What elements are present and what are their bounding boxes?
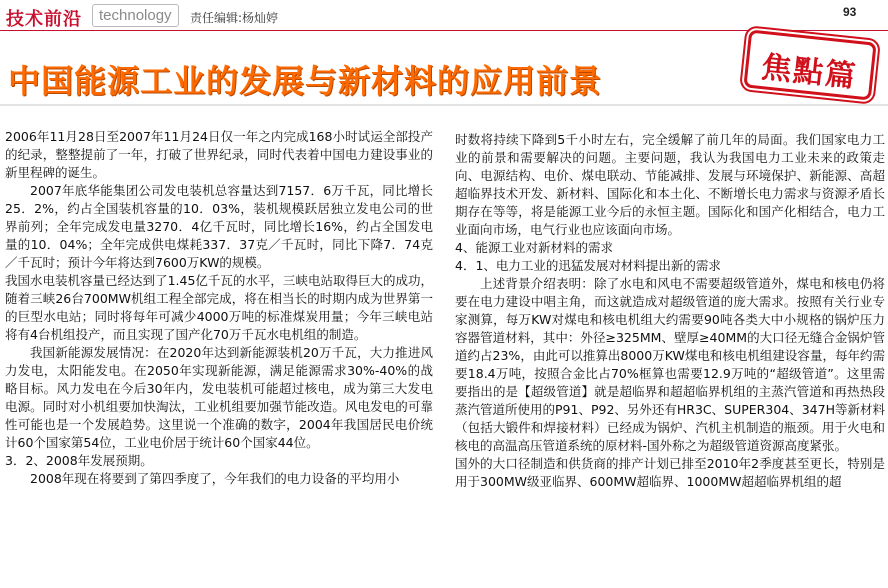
focus-stamp: [743, 29, 876, 100]
paragraph: 2008年现在将要到了第四季度了，今年我们的电力设备的平均用小: [30, 471, 400, 486]
article-right-column: [455, 131, 885, 588]
paragraph: 2006年11月28日至2007年11月24日仅一年之内完成168小时试运全部投产的纪录，整整提前了一年，打破了世界纪录，同时代表着中国电力建设事业的新里程碑的诞生。: [5, 129, 433, 180]
page-number: 93: [843, 5, 857, 19]
section-heading: 3．2、2008年发展预期。: [5, 453, 153, 468]
section-english-label: technology: [92, 4, 179, 27]
paragraph: 国外的大口径制造和供货商的排产计划已排至2010年2季度甚至更长，特别是用于300MW级亚临界、600MW超临界、1000MW超超临界机组的超: [455, 456, 885, 489]
headline-divider: [0, 104, 888, 106]
editor-credit: 责任编辑:杨灿婷: [190, 11, 279, 25]
stamp-label: 焦點篇: [759, 50, 859, 95]
subsection-heading: 4．1、电力工业的迅猛发展对材料提出新的需求: [455, 258, 721, 273]
section-title: 技术前沿: [6, 9, 82, 30]
paragraph: 时数将持续下降到5千小时左右，完全缓解了前几年的局面。我们国家电力工业的前景和需要解决的问题。主要问题，我认为我国电力工业未来的政策走向、电源结构、电价、煤电联动、节能减排、发展与环境保护、新能源、高超超临界技术开发、新材料、国际化和本土化、不断增长电力需求与资源矛盾长期存在等等，将是能源工业今后的永恒主题。国际化和国产化相结合，电力工业面向市场，电气行业也应该面向市场。: [455, 132, 885, 237]
page-header: [0, 0, 888, 34]
article-headline: 中国能源工业的发展与新材料的应用前景: [8, 62, 603, 100]
paragraph: 我国新能源发展情况：在2020年达到新能源装机20万千瓦，大力推进风力发电，太阳能发电。在2050年实现新能源，满足能源需求30%-40%的战略目标。风力发电在今后30年内，发电装机可能超过核电，成为第三大发电电源。同时对小机组要加快淘汰，工业机组要加强节能改造。风电发电的可靠性可能也是一个发展趋势。这里说一个准确的数字，2004年我国居民电价统计60个国家第54位，工业电价居于统计60个国家44位。: [5, 345, 433, 450]
paragraph: 我国水电装机容量已经达到了1.45亿千瓦的水平，三峡电站取得巨大的成功，随着三峡26台700MW机组工程全部完成，将在相当长的时期内成为世界第一的巨型水电站；同时将每年可减少4000万吨的标准煤炭用量；今年三峡电站将有4台机组投产，而且实现了国产化70万千瓦水电机组的制造。: [5, 273, 433, 342]
paragraph: 上述背景介绍表明：除了水电和风电不需要超级管道外，煤电和核电仍将要在电力建设中唱主角，而这就造成对超级管道的庞大需求。按照有关行业专家测算，每万KW对煤电和核电机组大约需要90吨各类大中小规格的锅炉压力容器管道材料，其中：外径≥325MM、壁厚≥40MM的大口径无缝合金锅炉管道约占23%，由此可以推算出8000万KW煤电和核电机组建设容量，每年约需要18.4万吨，按照合金比占70%框算也需要12.9万吨的“超级管道”。这里需要指出的是【超级管道】就是超临界和超超临界机组的主蒸汽管道和再热热段蒸汽管道所使用的P91、P92、另外还有HR3C、SUPER304、347H等新材料（包括大锻件和焊接材料）已经成为锅炉、汽机主机制造的瓶颈。用于火电和核电的高温高压管道系统的原材料-国外称之为超级管道资源高度紧张。: [455, 276, 885, 453]
section-heading: 4、能源工业对新材料的需求: [455, 240, 613, 255]
paragraph: 2007年底华能集团公司发电装机总容量达到7157．6万千瓦，同比增长25．2%，约占全国装机容量的10．03%，装机规模跃居独立发电公司的世界前列；全年完成发电量3270．4亿千瓦时，同比增长16%，约占全国发电量的10．04%；全年完成供电煤耗337．37克／千瓦时，同比下降7．74克／千瓦时；预计今年将达到7600万KW的规模。: [5, 183, 433, 270]
article-left-column: [5, 128, 433, 588]
